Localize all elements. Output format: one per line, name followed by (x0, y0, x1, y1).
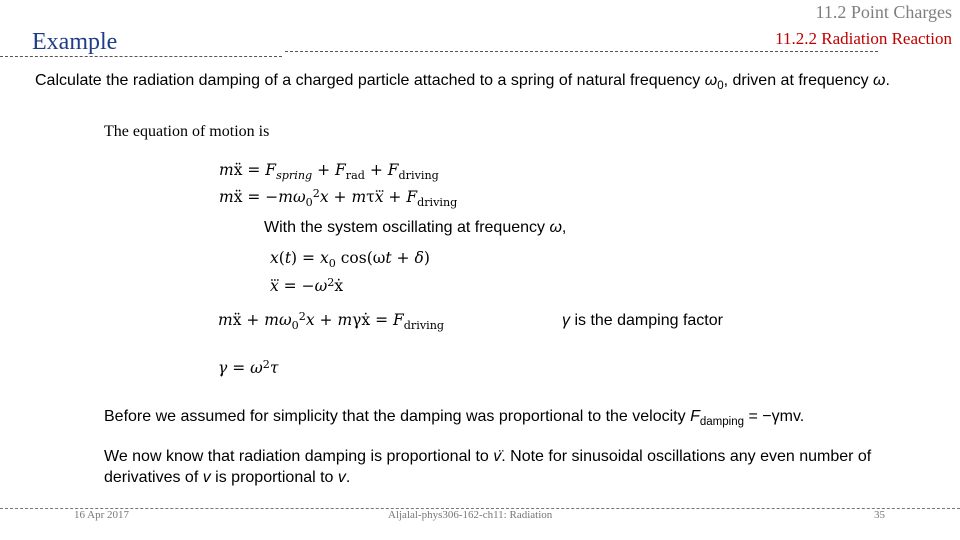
intro-text: The equation of motion is (104, 123, 270, 140)
equation-of-motion: mẍ = $F_{spring} + F_{rad} + F_{driving}$ (219, 161, 439, 182)
problem-statement: Calculate the radiation damping of a charged particle attached to a spring of natural frequency $\omega_0$, driven at frequency ω. (35, 72, 890, 93)
footer-date: 16 Apr 2017 (74, 509, 129, 521)
oscillation-note: With the system oscillating at frequency ω, (264, 219, 567, 236)
title-divider-right (285, 51, 878, 52)
equation-damped: mẍ + $m\omega_0^2x$ + mγẋ = $F_{driving}$ (218, 309, 445, 332)
gamma-note: γ is the damping factor (562, 312, 723, 329)
footer-page-number: 35 (874, 509, 885, 521)
paragraph-radiation-damping: We now know that radiation damping is proportional to v̈. Note for sinusoidal oscillations any even number of derivatives of v is proportional to v. (104, 448, 872, 486)
section-title: 11.2 Point Charges (815, 2, 952, 22)
slide-title: Example (32, 29, 118, 55)
paragraph-velocity-damping: Before we assumed for simplicity that the damping was proportional to the velocity $F_{damping} = -\gamma mv$. (104, 408, 805, 429)
title-divider-left (0, 56, 282, 57)
subsection-title: 11.2.2 Radiation Reaction (775, 29, 952, 48)
footer-course: Aljalal-phys306-162-ch11: Radiation (388, 509, 553, 521)
equation-gamma: $\gamma = \omega^2\tau$ (218, 357, 279, 377)
equation-jerk: x⃛ = $-\omega^2ẋ$ (270, 275, 344, 295)
equation-expanded: mẍ = $-m\omega_0^2x$ + mτx⃛ + $F_{driving}$ (219, 186, 458, 209)
equation-position: $x(t) = x_0$ cos(ωt + δ) (270, 249, 430, 270)
